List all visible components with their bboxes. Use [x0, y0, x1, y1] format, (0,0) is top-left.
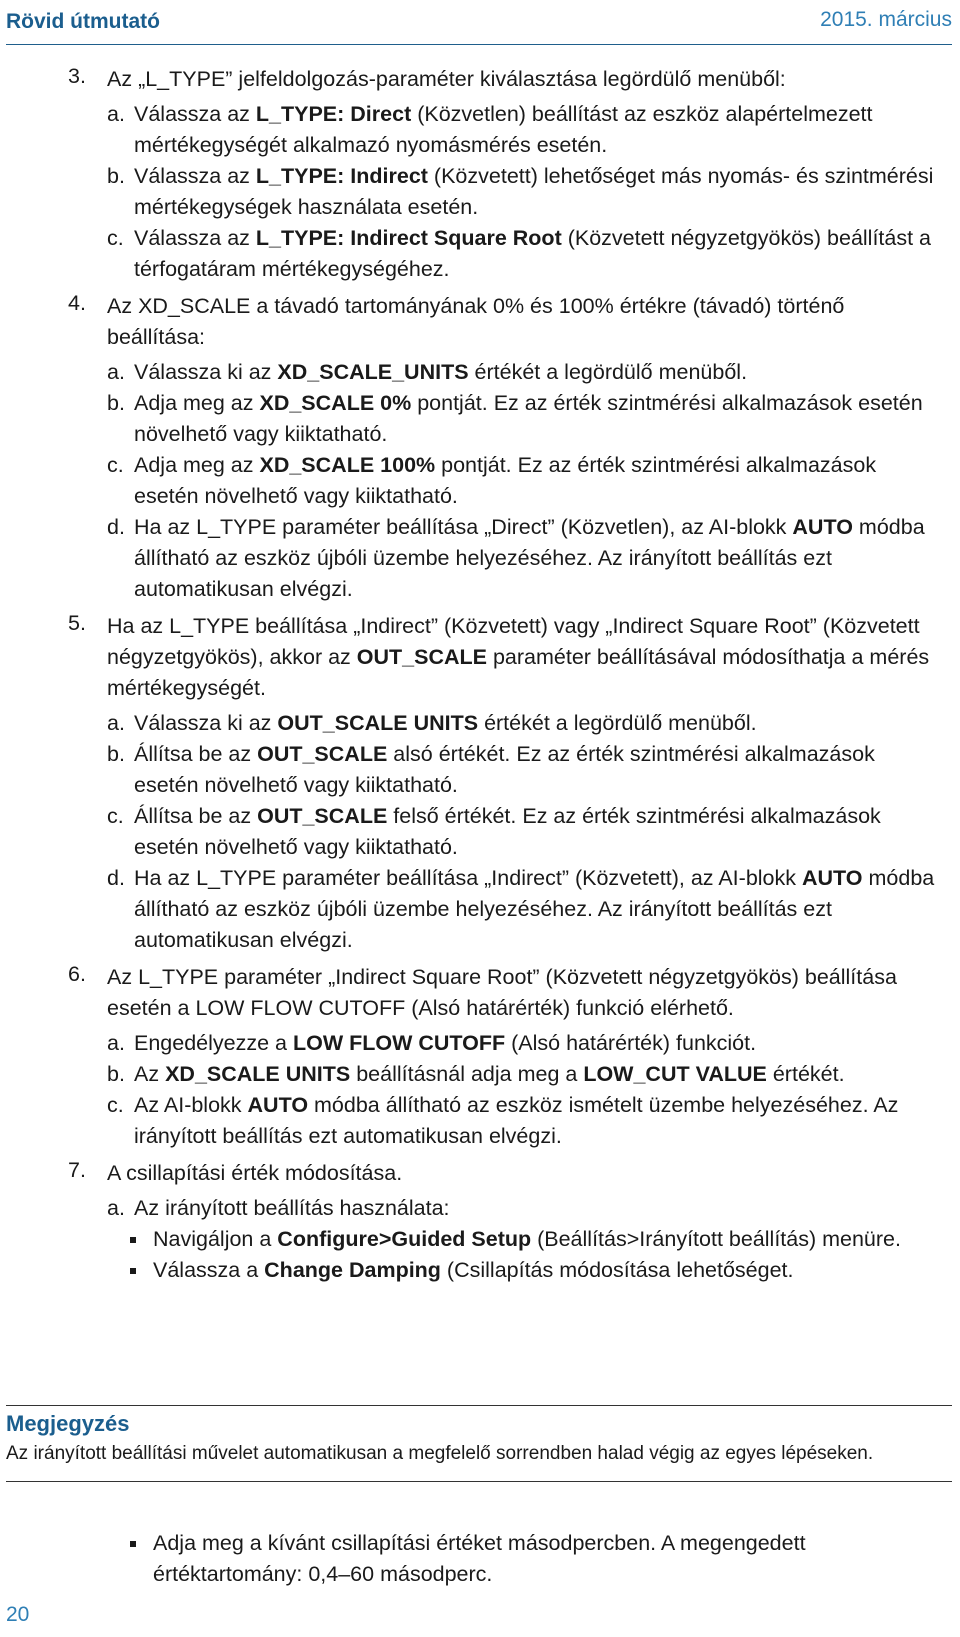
- substep-text: [134, 801, 940, 863]
- substep-text: [134, 1090, 940, 1152]
- substep-letter: b.: [107, 391, 125, 415]
- step-text: [107, 1158, 940, 1189]
- bold-term: OUT_SCALE: [257, 742, 388, 766]
- text-run: (Alsó határérték) funkciót.: [505, 1031, 757, 1055]
- text-run: pontját. Ez az érték szintmérési alkalmazások esetén növelhető vagy kiiktatható.: [134, 391, 923, 446]
- bullet-square-icon: [130, 1237, 136, 1243]
- page-header: [6, 0, 952, 45]
- note-title: Megjegyzés: [6, 1411, 130, 1436]
- bold-term: L_TYPE: Direct: [255, 102, 412, 126]
- bullet-item: [130, 1224, 940, 1255]
- step-text: [107, 291, 940, 353]
- substep-list: [0, 1193, 960, 1286]
- step-item: [0, 291, 960, 605]
- bullet-item: [130, 1255, 940, 1286]
- substep-letter: d.: [107, 515, 125, 539]
- step-text: [107, 611, 940, 704]
- substep-item: [107, 223, 940, 285]
- bold-term: XD_SCALE UNITS: [165, 1062, 351, 1086]
- substep-item: [107, 99, 940, 161]
- step-text: [107, 64, 940, 95]
- step-heading: [0, 611, 960, 704]
- substep-item: [107, 450, 940, 512]
- text-run: módba állítható az eszköz újbóli üzembe helyezéséhez. Az irányított beállítás ezt automatikusan elvégzi.: [134, 515, 925, 601]
- step-number: 3.: [68, 64, 86, 88]
- substep-item: [107, 708, 940, 739]
- text-run: alsó értékét. Ez az érték szintmérési alkalmazások esetén növelhető vagy kiiktatható.: [134, 742, 875, 797]
- text-run: Az „L_TYPE” jelfeldolgozás-paraméter kiválasztása legördülő menüből:: [107, 67, 786, 91]
- substep-letter: a.: [107, 102, 125, 126]
- text-run: Adja meg az: [134, 391, 260, 415]
- substep-letter: a.: [107, 1031, 125, 1055]
- substep-item: [107, 388, 940, 450]
- bold-term: XD_SCALE 100%: [259, 453, 436, 477]
- text-run: Válassza az: [134, 102, 256, 126]
- substep-text: [134, 1059, 940, 1090]
- substep-list: [0, 357, 960, 605]
- text-run: Állítsa be az: [134, 804, 258, 828]
- substep-letter: a.: [107, 711, 125, 735]
- text-run: értékét.: [766, 1062, 845, 1086]
- text-run: Válassza ki az: [134, 360, 278, 384]
- step-item: [0, 64, 960, 285]
- substep-text: [134, 450, 940, 512]
- substep-item: [107, 512, 940, 605]
- text-run: (Csillapítás módosítása lehetőséget.: [440, 1258, 794, 1282]
- step-item: [0, 611, 960, 956]
- bold-term: OUT_SCALE: [257, 804, 388, 828]
- substep-item: [107, 739, 940, 801]
- text-run: Az: [134, 1062, 166, 1086]
- substep-letter: c.: [107, 804, 124, 828]
- substep-text: [134, 863, 940, 956]
- substep-text: [134, 99, 940, 161]
- step-text: [107, 962, 940, 1024]
- text-run: paraméter beállításával módosíthatja a mérés mértékegységét.: [107, 645, 930, 700]
- text-run: Az L_TYPE paraméter „Indirect Square Root” (Közvetett négyzetgyökös) beállítása esetén a LOW FLOW CUTOFF (Alsó határérték) funkció elérhető.: [107, 965, 897, 1020]
- step-number: 4.: [68, 291, 86, 315]
- substep-item: [107, 1090, 940, 1152]
- substep-letter: b.: [107, 1062, 125, 1086]
- text-run: Ha az L_TYPE paraméter beállítása „Direct” (Közvetlen), az AI-blokk: [134, 515, 793, 539]
- step-number: 6.: [68, 962, 86, 986]
- substep-item: [107, 1059, 940, 1090]
- bold-term: XD_SCALE 0%: [259, 391, 412, 415]
- substep-item: [107, 1028, 940, 1059]
- page-number: 20: [6, 1603, 30, 1626]
- text-run: értékét a legördülő menüből.: [478, 711, 757, 735]
- bold-term: AUTO: [801, 866, 863, 890]
- bold-term: AUTO: [792, 515, 853, 539]
- substep-letter: d.: [107, 866, 125, 890]
- substep-text: [134, 512, 940, 605]
- substep-letter: a.: [107, 1196, 125, 1220]
- bold-term: XD_SCALE_UNITS: [277, 360, 469, 384]
- step-number: 7.: [68, 1158, 86, 1182]
- substep-text: [134, 739, 940, 801]
- substep-letter: b.: [107, 742, 125, 766]
- step-item: [0, 962, 960, 1152]
- step-heading: [0, 1158, 960, 1189]
- text-run: Válassza a: [153, 1258, 265, 1282]
- text-run: Állítsa be az: [134, 742, 258, 766]
- bullet-text: [153, 1528, 940, 1590]
- substep-text: [134, 161, 940, 223]
- note-box: [6, 1405, 952, 1482]
- substep-text: [134, 1193, 940, 1224]
- bold-term: L_TYPE: Indirect: [255, 164, 428, 188]
- substep-letter: b.: [107, 164, 125, 188]
- text-run: Adja meg a kívánt csillapítási értéket másodpercben. A megengedett értéktartomány: 0,4–60 másodperc.: [153, 1531, 806, 1586]
- bullet-text: [153, 1224, 940, 1255]
- bold-term: AUTO: [247, 1093, 309, 1117]
- bullet-square-icon: [130, 1268, 136, 1274]
- text-run: pontját. Ez az érték szintmérési alkalmazások esetén növelhető vagy kiiktatható.: [134, 453, 877, 508]
- bold-term: OUT_SCALE: [356, 645, 487, 669]
- bold-term: LOW FLOW CUTOFF: [292, 1031, 506, 1055]
- text-run: (Közvetett) lehetőséget más nyomás- és szintmérési mértékegységek használata esetén.: [134, 164, 934, 219]
- text-run: (Közvetett négyzetgyökös) beállítást a térfogatáram mértékegységéhez.: [134, 226, 932, 281]
- text-run: Adja meg az: [134, 453, 260, 477]
- substep-item: [107, 1193, 940, 1224]
- text-run: módba állítható az eszköz ismételt üzembe helyezéséhez. Az irányított beállítás ezt automatikusan elvégzi.: [134, 1093, 899, 1148]
- step-heading: [0, 291, 960, 353]
- substep-letter: a.: [107, 360, 125, 384]
- instruction-steps: [0, 64, 960, 1292]
- substep-letter: c.: [107, 1093, 124, 1117]
- bold-term: Configure>Guided Setup: [277, 1227, 532, 1251]
- bold-term: L_TYPE: Indirect Square Root: [255, 226, 562, 250]
- document-date: 2015. március: [820, 8, 952, 31]
- substep-text: [134, 388, 940, 450]
- text-run: (Beállítás>Irányított beállítás) menüre.: [531, 1227, 901, 1251]
- substep-text: [134, 357, 940, 388]
- substep-list: [0, 1028, 960, 1152]
- text-run: értékét a legördülő menüből.: [468, 360, 748, 384]
- substep-item: [107, 161, 940, 223]
- text-run: módba állítható az eszköz újbóli üzembe helyezéséhez. Az irányított beállítás ezt automatikusan elvégzi.: [134, 866, 935, 952]
- substep-item: [107, 801, 940, 863]
- substep-letter: c.: [107, 226, 124, 250]
- substep-text: [134, 223, 940, 285]
- text-run: Ha az L_TYPE beállítása „Indirect” (Közvetett) vagy „Indirect Square Root” (Közvetett négyzetgyökös), akkor az: [107, 614, 920, 669]
- step-number: 5.: [68, 611, 86, 635]
- bold-term: OUT_SCALE UNITS: [277, 711, 479, 735]
- text-run: Válassza ki az: [134, 711, 278, 735]
- substep-list: [0, 99, 960, 285]
- bold-term: LOW_CUT VALUE: [583, 1062, 767, 1086]
- step-heading: [0, 962, 960, 1024]
- substep-text: [134, 708, 940, 739]
- substep-item: [107, 863, 940, 956]
- substep-list: [0, 708, 960, 956]
- text-run: (Közvetlen) beállítást az eszköz alapértelmezett mértékegységét alkalmazó nyomásmérés esetén.: [134, 102, 873, 157]
- document-title: Rövid útmutató: [6, 10, 160, 33]
- bullet-text: [153, 1255, 940, 1286]
- substep-item: [107, 357, 940, 388]
- bold-term: Change Damping: [264, 1258, 441, 1282]
- note-text: Az irányított beállítási művelet automatikusan a megfelelő sorrendben halad végig az egyes lépéseken.: [6, 1443, 874, 1464]
- bullet-item: [130, 1528, 940, 1590]
- text-run: beállításnál adja meg a: [350, 1062, 584, 1086]
- substep-text: [134, 1028, 940, 1059]
- text-run: Ha az L_TYPE paraméter beállítása „Indirect” (Közvetett), az AI-blokk: [134, 866, 802, 890]
- text-run: Navigáljon a: [153, 1227, 278, 1251]
- text-run: Az irányított beállítás használata:: [134, 1196, 450, 1220]
- substep-letter: c.: [107, 453, 124, 477]
- text-run: A csillapítási érték módosítása.: [107, 1161, 403, 1185]
- step-heading: [0, 64, 960, 95]
- text-run: Válassza az: [134, 226, 256, 250]
- text-run: Az XD_SCALE a távadó tartományának 0% és 100% értékre (távadó) történő beállítása:: [107, 294, 845, 349]
- bullet-square-icon: [130, 1541, 136, 1547]
- step-item: [0, 1158, 960, 1286]
- text-run: felső értékét. Ez az érték szintmérési alkalmazások esetén növelhető vagy kiiktatható.: [134, 804, 881, 859]
- text-run: Válassza az: [134, 164, 256, 188]
- text-run: Az AI-blokk: [134, 1093, 248, 1117]
- final-bullet-block: [0, 1528, 960, 1590]
- text-run: Engedélyezze a: [134, 1031, 293, 1055]
